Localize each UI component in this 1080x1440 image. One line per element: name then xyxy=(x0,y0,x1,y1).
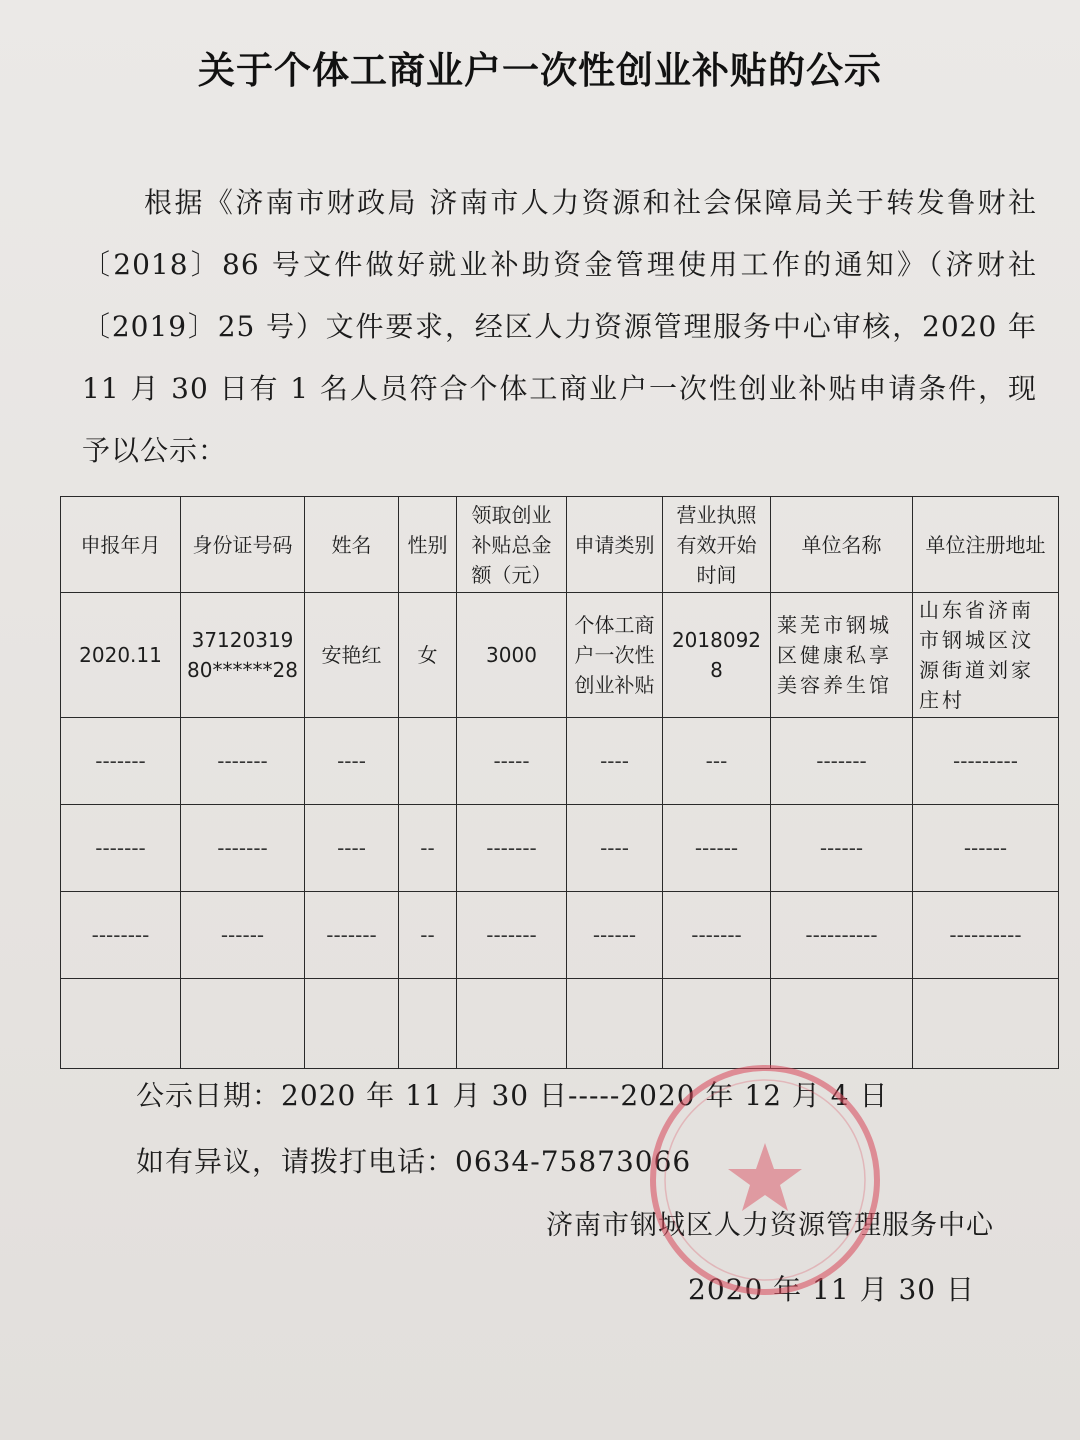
dash-cell: ---- xyxy=(305,805,399,892)
header-cell: 单位注册地址 xyxy=(913,497,1059,593)
header-cell: 申报年月 xyxy=(61,497,181,593)
dash-cell: ------ xyxy=(771,805,913,892)
cell-company: 莱芜市钢城区健康私享美容养生馆 xyxy=(771,593,913,718)
dash-cell xyxy=(399,718,457,805)
empty-cell xyxy=(567,979,663,1069)
table-row xyxy=(61,892,1059,979)
dash-cell: -------- xyxy=(61,892,181,979)
header-cell: 单位名称 xyxy=(771,497,913,593)
document-body: 根据《济南市财政局 济南市人力资源和社会保障局关于转发鲁财社〔2018〕86 号文件做好就业补助资金管理使用工作的通知》（济财社〔2019〕25 号）文件要求，经区人力资源管理服务中心审核，2020 年 11 月 30 日有 1 名人员符合个体工商业户一次性创业补贴申请条件，现予以公示： xyxy=(82,186,1037,467)
issuing-organization: 济南市钢城区人力资源管理服务中心 xyxy=(546,1210,994,1241)
header-cell: 申请类别 xyxy=(567,497,663,593)
table-row xyxy=(61,805,1059,892)
empty-cell xyxy=(663,979,771,1069)
issue-date: 2020 年 11 月 30 日 xyxy=(688,1273,976,1306)
dash-cell: --------- xyxy=(913,718,1059,805)
dash-cell: ------- xyxy=(61,805,181,892)
empty-cell xyxy=(305,979,399,1069)
empty-cell xyxy=(913,979,1059,1069)
dash-cell: ------- xyxy=(181,718,305,805)
applicant-table xyxy=(60,496,1058,1064)
dash-cell: ------- xyxy=(305,892,399,979)
dash-cell: ---- xyxy=(567,805,663,892)
dash-cell: ------- xyxy=(457,892,567,979)
dash-cell: ------ xyxy=(567,892,663,979)
cell-name: 安艳红 xyxy=(305,593,399,718)
empty-cell xyxy=(457,979,567,1069)
dash-cell: -- xyxy=(399,805,457,892)
header-cell: 领取创业补贴总金额（元） xyxy=(457,497,567,593)
cell-id: 3712031980******28 xyxy=(181,593,305,718)
cell-address: 山东省济南市钢城区汶源街道刘家庄村 xyxy=(913,593,1059,718)
header-cell: 身份证号码 xyxy=(181,497,305,593)
dash-cell: ------ xyxy=(663,805,771,892)
cell-amount: 3000 xyxy=(457,593,567,718)
empty-cell xyxy=(771,979,913,1069)
table-row xyxy=(61,718,1059,805)
cell-license-date: 20180928 xyxy=(663,593,771,718)
cell-month: 2020.11 xyxy=(61,593,181,718)
cell-gender: 女 xyxy=(399,593,457,718)
objection-phone: 如有异议，请拨打电话：0634-75873066 xyxy=(136,1145,692,1178)
dash-cell: -- xyxy=(399,892,457,979)
table-row xyxy=(61,593,1059,718)
table-header-row xyxy=(61,497,1059,593)
dash-cell: ---------- xyxy=(913,892,1059,979)
notice-date-range: 公示日期：2020 年 11 月 30 日-----2020 年 12 月 4 日 xyxy=(136,1079,889,1112)
dash-cell: ------- xyxy=(457,805,567,892)
dash-cell: ------- xyxy=(663,892,771,979)
dash-cell: ------ xyxy=(913,805,1059,892)
header-cell: 营业执照有效开始时间 xyxy=(663,497,771,593)
dash-cell: ---- xyxy=(567,718,663,805)
empty-cell xyxy=(399,979,457,1069)
header-cell: 性别 xyxy=(399,497,457,593)
dash-cell: ----- xyxy=(457,718,567,805)
dash-cell: --- xyxy=(663,718,771,805)
empty-cell xyxy=(61,979,181,1069)
table-row xyxy=(61,979,1059,1069)
dash-cell: ------- xyxy=(61,718,181,805)
dash-cell: ---------- xyxy=(771,892,913,979)
document-title: 关于个体工商业户一次性创业补贴的公示 xyxy=(198,49,882,92)
dash-cell: ------- xyxy=(181,805,305,892)
dash-cell: ---- xyxy=(305,718,399,805)
empty-cell xyxy=(181,979,305,1069)
cell-category: 个体工商户一次性创业补贴 xyxy=(567,593,663,718)
dash-cell: ------- xyxy=(771,718,913,805)
dash-cell: ------ xyxy=(181,892,305,979)
header-cell: 姓名 xyxy=(305,497,399,593)
